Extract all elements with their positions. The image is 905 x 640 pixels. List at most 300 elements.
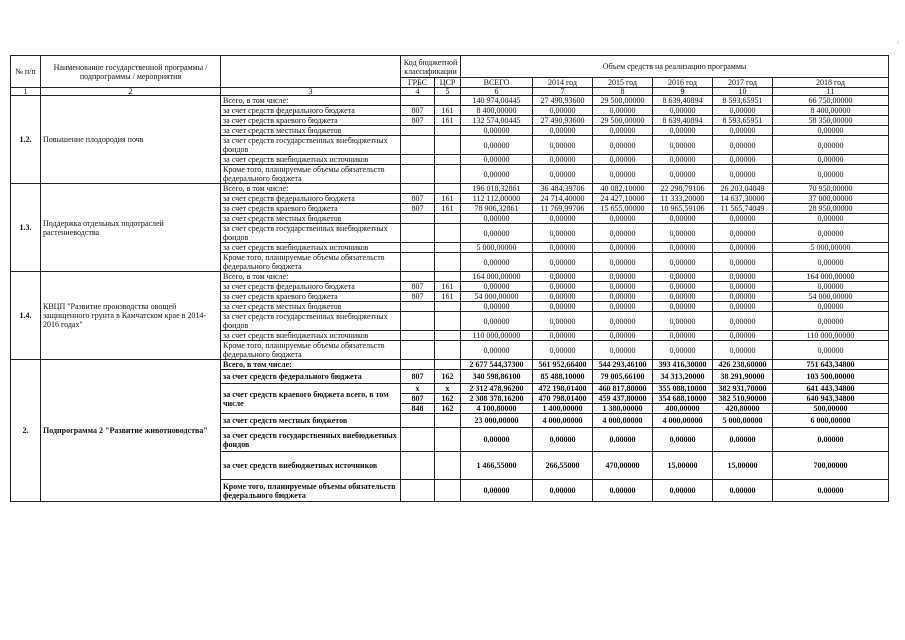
year-value: 0,00000 — [593, 331, 653, 341]
index-cell: 4 — [401, 88, 435, 96]
year-value: 0,00000 — [593, 155, 653, 165]
year-value: 0,00000 — [653, 253, 713, 272]
year-value: 0,00000 — [773, 480, 889, 502]
year-value: 700,00000 — [773, 452, 889, 480]
year-value: 79 005,66100 — [593, 370, 653, 384]
year-value: 0,00000 — [533, 136, 593, 155]
year-value: 472 198,01400 — [533, 384, 593, 394]
year-value: 8 593,65951 — [713, 96, 773, 106]
year-value: 0,00000 — [713, 480, 773, 502]
index-cell: 1 — [11, 88, 41, 96]
section-number: 1.4. — [11, 272, 41, 360]
total-value: 164 000,00000 — [461, 272, 533, 282]
csr-cell — [435, 272, 461, 282]
year-value: 0,00000 — [593, 341, 653, 360]
row-label: за счет средств местных бюджетов — [221, 214, 401, 224]
year-value: 5 000,00000 — [773, 243, 889, 253]
year-value: 0,00000 — [773, 253, 889, 272]
year-value: 382 510,90000 — [713, 394, 773, 404]
year-value: 85 488,10000 — [533, 370, 593, 384]
header-volume: Объем средств на реализацию программы — [461, 56, 889, 78]
year-value: 470 798,01400 — [533, 394, 593, 404]
budget-table — [10, 55, 889, 502]
row-label: за счет средств государственных внебюджетных фондов — [221, 136, 401, 155]
year-value: 393 416,30000 — [653, 360, 713, 370]
year-value: 28 950,00000 — [773, 204, 889, 214]
year-value: 0,00000 — [773, 136, 889, 155]
year-value: 0,00000 — [533, 282, 593, 292]
grbs-cell — [401, 126, 435, 136]
grbs-cell — [401, 360, 435, 370]
row-label: Всего, в том числе: — [221, 96, 401, 106]
year-value: 0,00000 — [593, 292, 653, 302]
row-label: Всего, в том числе: — [221, 272, 401, 282]
section-name: Подпрограмма 2 "Развитие животноводства" — [41, 360, 221, 502]
total-value: 0,00000 — [461, 155, 533, 165]
year-value: 15,00000 — [713, 452, 773, 480]
year-value: 426 238,60000 — [713, 360, 773, 370]
index-cell: 3 — [221, 88, 401, 96]
csr-cell: 161 — [435, 106, 461, 116]
year-value: 561 952,66400 — [533, 360, 593, 370]
year-value: 0,00000 — [653, 428, 713, 452]
total-value: 132 574,00445 — [461, 116, 533, 126]
year-value: 66 750,00000 — [773, 96, 889, 106]
year-value: 0,00000 — [653, 312, 713, 331]
year-value: 0,00000 — [773, 155, 889, 165]
year-value: 0,00000 — [653, 292, 713, 302]
total-value: 23 000,00000 — [461, 414, 533, 428]
csr-cell — [435, 155, 461, 165]
year-value: 0,00000 — [593, 312, 653, 331]
csr-cell — [435, 312, 461, 331]
margin-mark: ′ — [897, 40, 899, 50]
row-label: за счет средств местных бюджетов — [221, 302, 401, 312]
year-value: 29 500,00000 — [593, 116, 653, 126]
grbs-cell — [401, 155, 435, 165]
year-value: 0,00000 — [653, 165, 713, 184]
year-value: 0,00000 — [713, 136, 773, 155]
grbs-cell — [401, 253, 435, 272]
year-value: 0,00000 — [593, 428, 653, 452]
year-value: 70 950,00000 — [773, 184, 889, 194]
header-blank — [221, 56, 401, 88]
year-value: 0,00000 — [593, 302, 653, 312]
year-value: 8 400,00000 — [773, 106, 889, 116]
header-year: 2017 год — [713, 78, 773, 88]
year-value: 0,00000 — [653, 331, 713, 341]
row-label: за счет средств внебюджетных источников — [221, 243, 401, 253]
total-value: 110 000,00000 — [461, 331, 533, 341]
grbs-cell: x — [401, 384, 435, 394]
csr-cell — [435, 165, 461, 184]
year-value: 500,00000 — [773, 404, 889, 414]
year-value: 460 817,80000 — [593, 384, 653, 394]
csr-cell: x — [435, 384, 461, 394]
year-value: 0,00000 — [653, 136, 713, 155]
year-value: 0,00000 — [773, 224, 889, 243]
year-value: 10 965,59106 — [653, 204, 713, 214]
year-value: 0,00000 — [653, 126, 713, 136]
year-value: 5 000,00000 — [713, 414, 773, 428]
grbs-cell — [401, 414, 435, 428]
row-label: за счет средств федерального бюджета — [221, 282, 401, 292]
grbs-cell — [401, 224, 435, 243]
year-value: 0,00000 — [653, 302, 713, 312]
total-value: 1 466,55000 — [461, 452, 533, 480]
year-value: 0,00000 — [713, 214, 773, 224]
year-value: 0,00000 — [773, 165, 889, 184]
year-value: 4 000,00000 — [593, 414, 653, 428]
total-value: 0,00000 — [461, 282, 533, 292]
year-value: 0,00000 — [533, 214, 593, 224]
csr-cell — [435, 184, 461, 194]
year-value: 4 000,00000 — [533, 414, 593, 428]
row-label: за счет средств федерального бюджета — [221, 106, 401, 116]
grbs-cell — [401, 312, 435, 331]
grbs-cell — [401, 452, 435, 480]
year-value: 354 688,10000 — [653, 394, 713, 404]
year-value: 0,00000 — [533, 224, 593, 243]
year-value: 27 490,93600 — [533, 116, 593, 126]
year-value: 0,00000 — [713, 331, 773, 341]
budget-document — [10, 55, 889, 502]
grbs-cell — [401, 302, 435, 312]
grbs-cell: 807 — [401, 116, 435, 126]
row-label: за счет средств федерального бюджета — [221, 194, 401, 204]
row-label: за счет средств государственных внебюджетных фондов — [221, 224, 401, 243]
year-value: 11 333,20000 — [653, 194, 713, 204]
csr-cell: 162 — [435, 404, 461, 414]
grbs-cell — [401, 341, 435, 360]
header-year: 2016 год — [653, 78, 713, 88]
total-value: 0,00000 — [461, 302, 533, 312]
year-value: 0,00000 — [713, 165, 773, 184]
grbs-cell: 807 — [401, 204, 435, 214]
csr-cell: 161 — [435, 204, 461, 214]
total-value: 112 112,00000 — [461, 194, 533, 204]
year-value: 459 437,80000 — [593, 394, 653, 404]
csr-cell — [435, 452, 461, 480]
year-value: 0,00000 — [593, 272, 653, 282]
index-cell: 7 — [533, 88, 593, 96]
year-value: 54 000,00000 — [773, 292, 889, 302]
row-label: за счет средств внебюджетных источников — [221, 331, 401, 341]
table-row — [11, 272, 889, 282]
year-value: 110 000,00000 — [773, 331, 889, 341]
year-value: 0,00000 — [593, 480, 653, 502]
year-value: 0,00000 — [713, 253, 773, 272]
year-value: 382 931,70000 — [713, 384, 773, 394]
year-value: 29 500,00000 — [593, 96, 653, 106]
year-value: 0,00000 — [713, 224, 773, 243]
grbs-cell — [401, 428, 435, 452]
year-value: 8 593,65951 — [713, 116, 773, 126]
year-value: 640 943,34800 — [773, 394, 889, 404]
csr-cell: 161 — [435, 282, 461, 292]
year-value: 0,00000 — [653, 272, 713, 282]
row-label: Кроме того, планируемые объемы обязательств федерального бюджета — [221, 165, 401, 184]
year-value: 34 313,20000 — [653, 370, 713, 384]
section-name: Повышение плодородия почв — [41, 96, 221, 184]
year-value: 0,00000 — [713, 292, 773, 302]
header-year: 2015 год — [593, 78, 653, 88]
index-cell: 5 — [435, 88, 461, 96]
year-value: 0,00000 — [593, 106, 653, 116]
grbs-cell — [401, 272, 435, 282]
header-code: Код бюджетной классификации — [401, 56, 461, 78]
header-year: 2014 год — [533, 78, 593, 88]
csr-cell — [435, 136, 461, 155]
year-value: 0,00000 — [593, 136, 653, 155]
header-name: Наименование государственной программы / подпрограммы / мероприятия — [41, 56, 221, 88]
year-value: 0,00000 — [593, 243, 653, 253]
grbs-cell: 807 — [401, 106, 435, 116]
year-value: 355 088,10000 — [653, 384, 713, 394]
grbs-cell: 807 — [401, 292, 435, 302]
grbs-cell: 807 — [401, 282, 435, 292]
year-value: 0,00000 — [713, 126, 773, 136]
row-label: за счет средств местных бюджетов — [221, 414, 401, 428]
year-value: 641 443,34800 — [773, 384, 889, 394]
total-value: 0,00000 — [461, 428, 533, 452]
header-grbs: ГРБС — [401, 78, 435, 88]
index-cell: 6 — [461, 88, 533, 96]
year-value: 0,00000 — [593, 253, 653, 272]
year-value: 0,00000 — [653, 480, 713, 502]
csr-cell — [435, 302, 461, 312]
row-label: за счет средств краевого бюджета — [221, 204, 401, 214]
year-value: 0,00000 — [533, 126, 593, 136]
row-label: Всего, в том числе: — [221, 360, 401, 370]
csr-cell: 161 — [435, 292, 461, 302]
row-label: за счет средств краевого бюджета — [221, 292, 401, 302]
grbs-cell: 848 — [401, 404, 435, 414]
csr-cell — [435, 253, 461, 272]
year-value: 15 655,00000 — [593, 204, 653, 214]
csr-cell: 162 — [435, 394, 461, 404]
year-value: 400,00000 — [653, 404, 713, 414]
year-value: 0,00000 — [713, 155, 773, 165]
year-value: 11 769,99706 — [533, 204, 593, 214]
year-value: 14 637,30000 — [713, 194, 773, 204]
year-value: 38 291,90000 — [713, 370, 773, 384]
table-row — [11, 360, 889, 370]
total-value: 2 312 478,96200 — [461, 384, 533, 394]
section-name: КВЦП "Развитие производства овощей защищенного грунта в Камчатском крае в 2014-2016 годах" — [41, 272, 221, 360]
year-value: 0,00000 — [773, 126, 889, 136]
csr-cell — [435, 243, 461, 253]
year-value: 1 380,00000 — [593, 404, 653, 414]
row-label: за счет средств государственных внебюджетных фондов — [221, 312, 401, 331]
total-value: 0,00000 — [461, 312, 533, 331]
year-value: 0,00000 — [773, 214, 889, 224]
grbs-cell — [401, 331, 435, 341]
csr-cell — [435, 96, 461, 106]
csr-cell — [435, 126, 461, 136]
header-csr: ЦСР — [435, 78, 461, 88]
year-value: 0,00000 — [533, 155, 593, 165]
total-value: 78 906,32861 — [461, 204, 533, 214]
table-row — [11, 96, 889, 106]
csr-cell: 161 — [435, 194, 461, 204]
total-value: 0,00000 — [461, 126, 533, 136]
year-value: 0,00000 — [653, 243, 713, 253]
year-value: 22 298,79106 — [653, 184, 713, 194]
grbs-cell: 807 — [401, 394, 435, 404]
year-value: 0,00000 — [773, 302, 889, 312]
total-value: 0,00000 — [461, 165, 533, 184]
year-value: 0,00000 — [593, 126, 653, 136]
year-value: 0,00000 — [533, 272, 593, 282]
section-name: Поддержка отдельных подотраслей растениеводства — [41, 184, 221, 272]
grbs-cell — [401, 184, 435, 194]
total-value: 340 598,86100 — [461, 370, 533, 384]
year-value: 4 000,00000 — [653, 414, 713, 428]
year-value: 27 490,93600 — [533, 96, 593, 106]
grbs-cell — [401, 214, 435, 224]
year-value: 26 203,04049 — [713, 184, 773, 194]
csr-cell — [435, 331, 461, 341]
csr-cell — [435, 360, 461, 370]
year-value: 0,00000 — [533, 480, 593, 502]
year-value: 1 400,00000 — [533, 404, 593, 414]
year-value: 0,00000 — [713, 428, 773, 452]
year-value: 0,00000 — [593, 165, 653, 184]
year-value: 8 639,40894 — [653, 116, 713, 126]
csr-cell — [435, 214, 461, 224]
csr-cell: 161 — [435, 116, 461, 126]
year-value: 58 350,00000 — [773, 116, 889, 126]
year-value: 0,00000 — [653, 214, 713, 224]
index-cell: 8 — [593, 88, 653, 96]
year-value: 0,00000 — [713, 282, 773, 292]
year-value: 0,00000 — [533, 243, 593, 253]
year-value: 0,00000 — [713, 341, 773, 360]
section-number: 1.2. — [11, 96, 41, 184]
year-value: 0,00000 — [533, 253, 593, 272]
year-value: 0,00000 — [533, 302, 593, 312]
row-label: за счет средств краевого бюджета — [221, 116, 401, 126]
year-value: 11 565,74049 — [713, 204, 773, 214]
year-value: 0,00000 — [653, 341, 713, 360]
total-value: 8 400,00000 — [461, 106, 533, 116]
year-value: 15,00000 — [653, 452, 713, 480]
year-value: 0,00000 — [593, 282, 653, 292]
year-value: 0,00000 — [713, 272, 773, 282]
row-label: за счет средств внебюджетных источников — [221, 155, 401, 165]
grbs-cell — [401, 480, 435, 502]
row-label: Всего, в том числе: — [221, 184, 401, 194]
grbs-cell — [401, 136, 435, 155]
row-label: за счет средств краевого бюджета всего, в том числе — [221, 384, 401, 414]
year-value: 0,00000 — [773, 312, 889, 331]
csr-cell — [435, 224, 461, 243]
year-value: 0,00000 — [713, 312, 773, 331]
row-label: за счет средств внебюджетных источников — [221, 452, 401, 480]
table-row — [11, 184, 889, 194]
total-value: 54 000,00000 — [461, 292, 533, 302]
csr-cell — [435, 414, 461, 428]
year-value: 0,00000 — [593, 214, 653, 224]
year-value: 0,00000 — [533, 331, 593, 341]
csr-cell — [435, 428, 461, 452]
total-value: 140 974,00445 — [461, 96, 533, 106]
total-value: 0,00000 — [461, 253, 533, 272]
year-value: 0,00000 — [773, 341, 889, 360]
year-value: 0,00000 — [713, 106, 773, 116]
grbs-cell: 807 — [401, 370, 435, 384]
row-label: Кроме того, планируемые объемы обязательств федерального бюджета — [221, 480, 401, 502]
year-value: 0,00000 — [773, 282, 889, 292]
section-number: 2. — [11, 360, 41, 502]
year-value: 0,00000 — [653, 282, 713, 292]
year-value: 0,00000 — [593, 224, 653, 243]
total-value: 0,00000 — [461, 136, 533, 155]
grbs-cell — [401, 165, 435, 184]
year-value: 751 643,34800 — [773, 360, 889, 370]
row-label: Кроме того, планируемые объемы обязательств федерального бюджета — [221, 253, 401, 272]
year-value: 544 293,46100 — [593, 360, 653, 370]
row-label: за счет средств федерального бюджета — [221, 370, 401, 384]
year-value: 0,00000 — [773, 428, 889, 452]
csr-cell — [435, 480, 461, 502]
total-value: 196 018,32861 — [461, 184, 533, 194]
header-total: ВСЕГО — [461, 78, 533, 88]
year-value: 8 639,40894 — [653, 96, 713, 106]
index-cell: 11 — [773, 88, 889, 96]
year-value: 164 000,00000 — [773, 272, 889, 282]
row-label: Кроме того, планируемые объемы обязательств федерального бюджета — [221, 341, 401, 360]
csr-cell — [435, 341, 461, 360]
total-value: 4 100,80000 — [461, 404, 533, 414]
year-value: 24 714,40000 — [533, 194, 593, 204]
grbs-cell — [401, 96, 435, 106]
year-value: 0,00000 — [713, 302, 773, 312]
total-value: 0,00000 — [461, 480, 533, 502]
year-value: 37 000,00000 — [773, 194, 889, 204]
index-cell: 10 — [713, 88, 773, 96]
grbs-cell — [401, 243, 435, 253]
csr-cell: 162 — [435, 370, 461, 384]
year-value: 0,00000 — [533, 165, 593, 184]
total-value: 0,00000 — [461, 341, 533, 360]
total-value: 5 000,00000 — [461, 243, 533, 253]
header-num: № п/п — [11, 56, 41, 88]
year-value: 0,00000 — [533, 341, 593, 360]
row-label: за счет средств местных бюджетов — [221, 126, 401, 136]
total-value: 2 677 544,37300 — [461, 360, 533, 370]
year-value: 0,00000 — [533, 428, 593, 452]
year-value: 0,00000 — [713, 243, 773, 253]
year-value: 0,00000 — [533, 312, 593, 331]
year-value: 266,55000 — [533, 452, 593, 480]
section-number: 1.3. — [11, 184, 41, 272]
year-value: 103 500,00000 — [773, 370, 889, 384]
year-value: 0,00000 — [533, 292, 593, 302]
total-value: 0,00000 — [461, 224, 533, 243]
year-value: 0,00000 — [653, 224, 713, 243]
year-value: 6 000,00000 — [773, 414, 889, 428]
total-value: 0,00000 — [461, 214, 533, 224]
year-value: 470,00000 — [593, 452, 653, 480]
year-value: 40 082,10000 — [593, 184, 653, 194]
year-value: 24 427,10000 — [593, 194, 653, 204]
year-value: 36 484,39706 — [533, 184, 593, 194]
year-value: 420,80000 — [713, 404, 773, 414]
index-cell: 9 — [653, 88, 713, 96]
year-value: 0,00000 — [533, 106, 593, 116]
